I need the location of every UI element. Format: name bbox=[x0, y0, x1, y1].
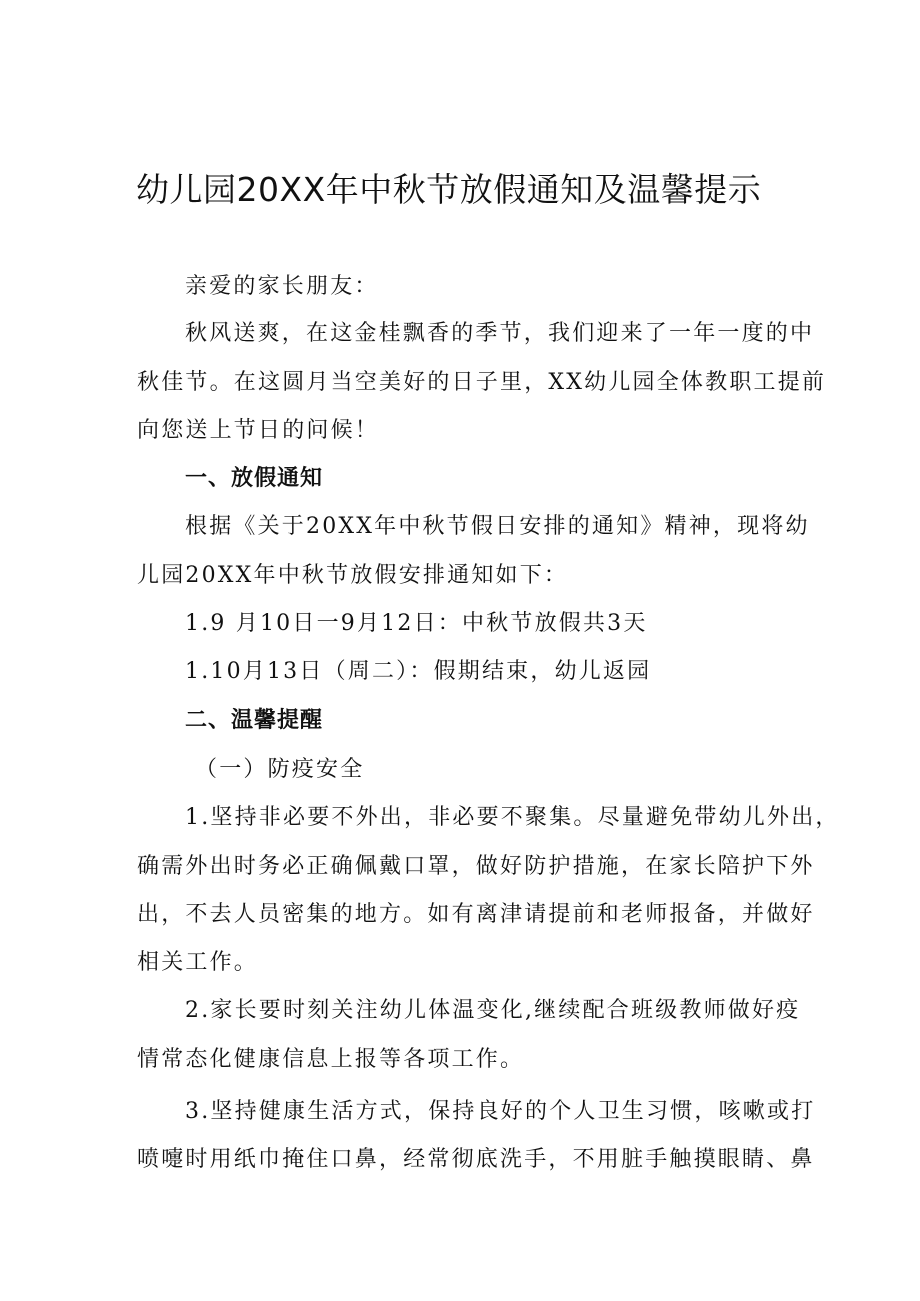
item2-line-1: 2.家长要时刻关注幼儿体温变化,继续配合班级教师做好疫 bbox=[185, 998, 801, 1023]
item3-line-2: 喷嚏时用纸巾掩住口鼻，经常彻底洗手，不用脏手触摸眼睛、鼻 bbox=[137, 1147, 815, 1172]
subheading-epidemic-safety: （一）防疫安全 bbox=[195, 757, 365, 782]
item1-line-2: 确需外出时务必正确佩戴口罩，做好防护措施，在家长陪护下外 bbox=[137, 854, 815, 879]
document-title: 幼儿园20XX年中秋节放假通知及温馨提示 bbox=[136, 170, 762, 209]
holiday-line-1: 根据《关于20XX年中秋节假日安排的通知》精神，现将幼 bbox=[185, 514, 810, 539]
item2-line-2: 情常态化健康信息上报等各项工作。 bbox=[137, 1047, 525, 1072]
holiday-line-3: 1.9 月10日一9月12日：中秋节放假共3天 bbox=[185, 611, 648, 636]
holiday-line-4: 1.10月13日（周二）：假期结束，幼儿返园 bbox=[185, 659, 652, 684]
section-heading-warm-reminder: 二、温馨提醒 bbox=[185, 708, 324, 733]
item1-line-3: 出，不去人员密集的地方。如有离津请提前和老师报备，并做好 bbox=[137, 902, 815, 927]
item1-line-1: 1.坚持非必要不外出，非必要不聚集。尽量避免带幼儿外出， bbox=[185, 805, 840, 830]
intro-line-1: 秋风送爽，在这金桂飘香的季节，我们迎来了一年一度的中 bbox=[185, 321, 815, 346]
greeting: 亲爱的家长朋友： bbox=[185, 274, 379, 299]
holiday-line-2: 儿园20XX年中秋节放假安排通知如下： bbox=[137, 563, 569, 588]
intro-line-3: 向您送上节日的问候！ bbox=[137, 418, 380, 443]
section-heading-holiday-notice: 一、放假通知 bbox=[185, 466, 324, 491]
item3-line-1: 3.坚持健康生活方式，保持良好的个人卫生习惯，咳嗽或打 bbox=[185, 1099, 816, 1124]
intro-line-2: 秋佳节。在这圆月当空美好的日子里，XX幼儿园全体教职工提前 bbox=[137, 370, 827, 395]
item1-line-4: 相关工作。 bbox=[137, 950, 259, 975]
